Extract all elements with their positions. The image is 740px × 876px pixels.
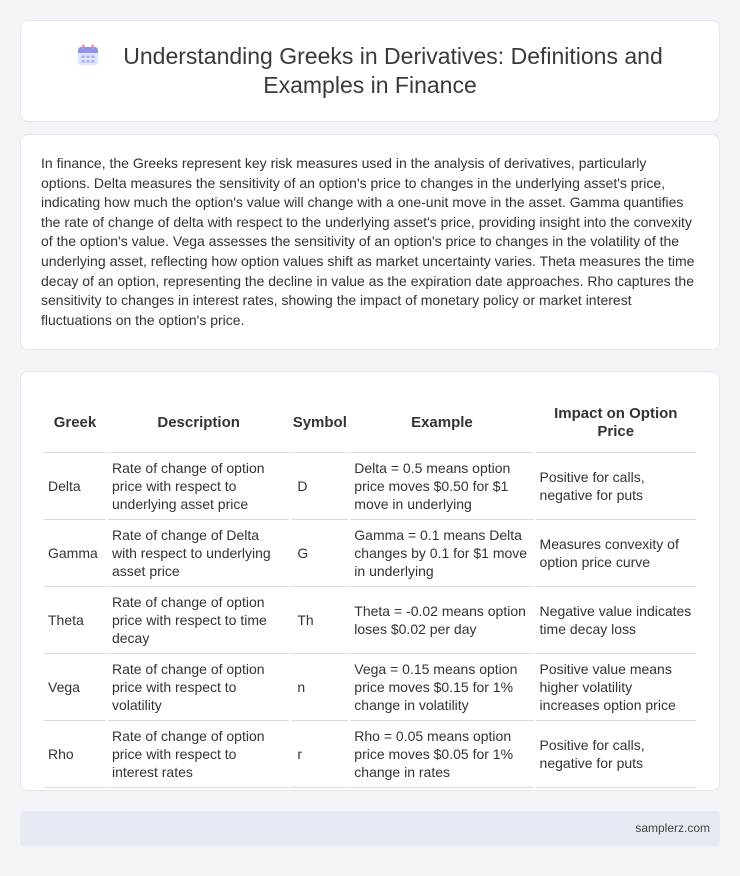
cell-symbol: r (291, 721, 348, 788)
footer-source-link[interactable]: samplerz.com (635, 821, 710, 835)
greeks-table (42, 393, 698, 788)
table-row (44, 520, 696, 587)
column-header-description: Description (108, 393, 289, 453)
cell-greek: Theta (44, 587, 106, 654)
cell-symbol: D (291, 453, 348, 520)
cell-description: Rate of change of option price with respect to time decay (108, 587, 289, 654)
column-header-symbol: Symbol (291, 393, 348, 453)
table-row (44, 654, 696, 721)
column-header-greek: Greek (44, 393, 106, 453)
cell-description: Rate of change of option price with respect to interest rates (108, 721, 289, 788)
column-header-example: Example (350, 393, 533, 453)
cell-symbol: Th (291, 587, 348, 654)
cell-impact: Positive for calls, negative for puts (536, 453, 696, 520)
cell-impact: Measures convexity of option price curve (536, 520, 696, 587)
cell-greek: Gamma (44, 520, 106, 587)
intro-card (20, 134, 720, 350)
header-card (20, 20, 720, 122)
cell-example: Delta = 0.5 means option price moves $0.50 for $1 move in underlying (350, 453, 533, 520)
title-wrap (21, 21, 719, 121)
cell-symbol: n (291, 654, 348, 721)
cell-greek: Rho (44, 721, 106, 788)
cell-example: Rho = 0.05 means option price moves $0.05 for 1% change in rates (350, 721, 533, 788)
cell-impact: Positive for calls, negative for puts (536, 721, 696, 788)
table-row (44, 721, 696, 788)
table-row (44, 453, 696, 520)
cell-example: Theta = -0.02 means option loses $0.02 per day (350, 587, 533, 654)
cell-example: Gamma = 0.1 means Delta changes by 0.1 for $1 move in underlying (350, 520, 533, 587)
cell-greek: Vega (44, 654, 106, 721)
calendar-icon (77, 44, 99, 66)
footer (20, 811, 720, 846)
table-card (20, 371, 720, 791)
cell-description: Rate of change of option price with respect to volatility (108, 654, 289, 721)
cell-impact: Negative value indicates time decay loss (536, 587, 696, 654)
table-header-row (44, 393, 696, 453)
cell-impact: Positive value means higher volatility increases option price (536, 654, 696, 721)
cell-symbol: G (291, 520, 348, 587)
page-title-text: Understanding Greeks in Derivatives: Definitions and Examples in Finance (123, 43, 663, 98)
cell-example: Vega = 0.15 means option price moves $0.15 for 1% change in volatility (350, 654, 533, 721)
table-row (44, 587, 696, 654)
page-title (61, 42, 679, 100)
intro-paragraph: In finance, the Greeks represent key risk measures used in the analysis of derivatives, particularly options. Delta measures the sensitivity of an option's price to changes in the underlying asset's price, indicating how much the option's value will change with a one-unit move in the asset. Gamma quantifies the rate of change of delta with respect to the underlying asset's price, providing insight into the convexity of the option's value. Vega assesses the sensitivity of an option's price to changes in the volatility of the underlying asset, reflecting how option values shift as market uncertainty varies. Theta measures the time decay of an option, representing the decline in value as the expiration date approaches. Rho captures the sensitivity to changes in interest rates, showing the impact of monetary policy or market interest fluctuations on the option's price. (41, 155, 695, 328)
cell-description: Rate of change of option price with respect to underlying asset price (108, 453, 289, 520)
cell-greek: Delta (44, 453, 106, 520)
cell-description: Rate of change of Delta with respect to underlying asset price (108, 520, 289, 587)
column-header-impact: Impact on Option Price (536, 393, 696, 453)
